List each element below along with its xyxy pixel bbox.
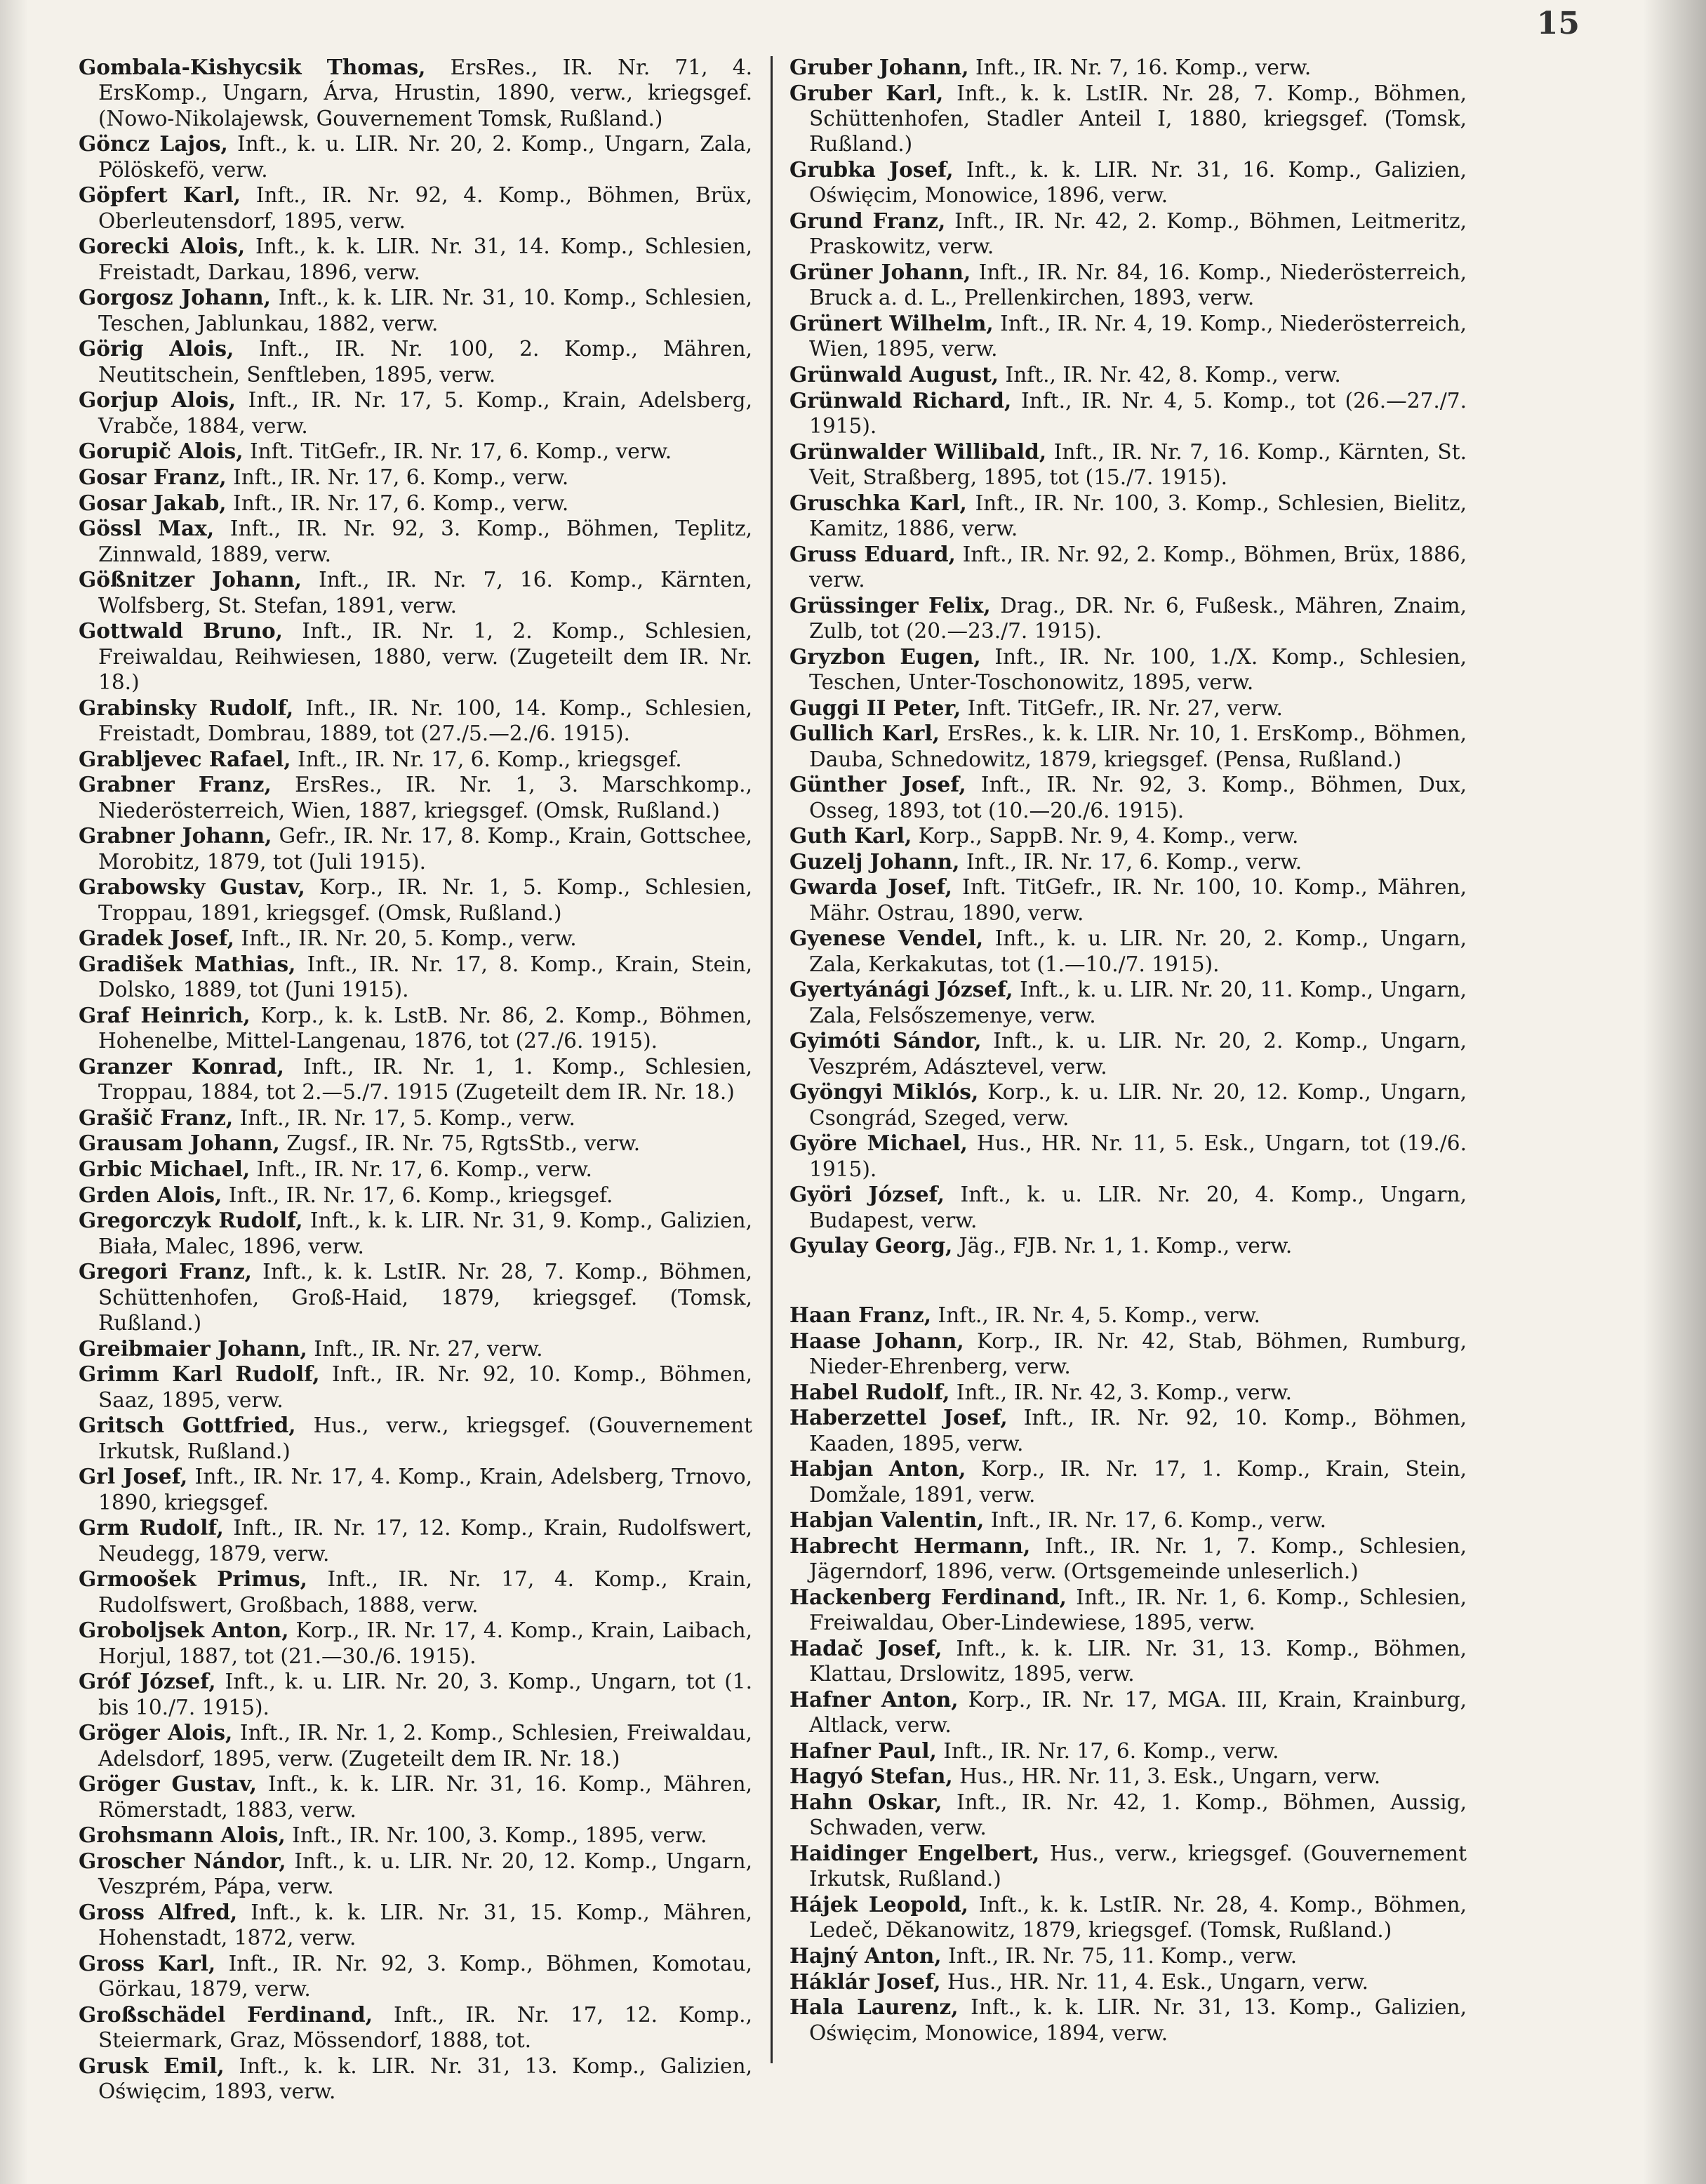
list-entry — [789, 55, 1467, 80]
list-entry — [789, 542, 1467, 593]
entry-details: Inft., IR. Nr. 100, 2. Komp., Mähren, Neutitschein, Senftleben, 1895, verw. — [98, 337, 752, 387]
entry-details: Inft., IR. Nr. 4, 19. Komp., Niederösterreich, Wien, 1895, verw. — [809, 312, 1467, 361]
entry-name: Gyertyánági József, — [789, 977, 1013, 1002]
entry-details: Inft., k. u. LIR. Nr. 20, 3. Komp., Ungarn, tot (1. bis 10./7. 1915). — [98, 1670, 752, 1719]
entry-details: Inft., IR. Nr. 92, 3. Komp., Böhmen, Dux, Osseg, 1893, tot (10.—20./6. 1915). — [809, 773, 1467, 823]
entry-name: Grünwald August, — [789, 362, 999, 387]
entry-details: Inft., IR. Nr. 17, 6. Komp., verw. — [250, 1157, 592, 1181]
list-entry — [789, 1131, 1467, 1182]
list-entry — [79, 1183, 752, 1208]
entry-name: Hadač Josef, — [789, 1635, 942, 1660]
list-entry — [789, 1687, 1467, 1738]
entry-details: Inft., IR. Nr. 7, 16. Komp., verw. — [968, 55, 1312, 79]
entry-details: Inft., k. k. LIR. Nr. 31, 9. Komp., Galizien, Biała, Malec, 1896, verw. — [98, 1208, 752, 1258]
entry-name: Görig Alois, — [79, 336, 234, 361]
entry-name: Granzer Konrad, — [79, 1053, 284, 1079]
list-entry — [789, 1329, 1467, 1380]
list-entry — [789, 491, 1467, 542]
entry-details: Inft., k. k. LIR. Nr. 31, 14. Komp., Schlesien, Freistadt, Darkau, 1896, verw. — [98, 234, 753, 284]
entry-details: Inft., IR. Nr. 92, 3. Komp., Böhmen, Teplitz, Zinnwald, 1889, verw. — [98, 517, 752, 566]
list-entry — [789, 1456, 1467, 1507]
list-entry — [789, 874, 1467, 926]
list-entry — [79, 1208, 752, 1259]
list-entry — [79, 55, 752, 131]
entry-name: Gregori Franz, — [79, 1259, 252, 1284]
entry-details: Inft., k. k. LIR. Nr. 31, 10. Komp., Schlesien, Teschen, Jablunkau, 1882, verw. — [98, 286, 753, 335]
entry-details: Inft., IR. Nr. 1, 6. Komp., Schlesien, Freiwaldau, Ober-Lindewiese, 1895, verw. — [809, 1585, 1467, 1635]
entry-name: Habel Rudolf, — [789, 1379, 950, 1404]
list-entry — [79, 695, 752, 747]
entry-name: Groboljsek Anton, — [79, 1618, 289, 1643]
entry-name: Greibmaier Johann, — [79, 1336, 307, 1361]
list-entry — [79, 1951, 752, 2002]
entry-name: Grubka Josef, — [789, 157, 954, 182]
entry-name: Haan Franz, — [789, 1302, 932, 1327]
entry-name: Gössl Max, — [79, 516, 215, 541]
entry-details: Inft., IR. Nr. 75, 11. Komp., verw. — [941, 1943, 1298, 1968]
entry-details: Hus., HR. Nr. 11, 3. Esk., Ungarn, verw. — [952, 1764, 1381, 1789]
entry-name: Gyulay Georg, — [789, 1233, 953, 1258]
list-entry — [79, 1054, 752, 1105]
entry-details: Korp., k. k. LstB. Nr. 86, 2. Komp., Böhmen, Hohenelbe, Mittel-Langenau, 1876, tot (27./6. 1915). — [98, 1003, 752, 1053]
list-entry — [789, 593, 1467, 644]
list-entry — [789, 439, 1467, 491]
list-entry — [79, 1849, 752, 1900]
entry-details: Inft., k. u. LIR. Nr. 20, 2. Komp., Ungarn, Zala, Kerkakutas, tot (1.—10./7. 1915). — [809, 926, 1467, 976]
entry-details: Korp., IR. Nr. 1, 5. Komp., Schlesien, Troppau, 1891, kriegsgef. (Omsk, Rußland.) — [98, 875, 752, 925]
list-entry — [789, 388, 1467, 439]
entry-details: Hus., HR. Nr. 11, 4. Esk., Ungarn, verw. — [940, 1969, 1369, 1994]
list-entry — [789, 362, 1467, 387]
right-column-g-section — [789, 55, 1467, 1259]
entry-details: Korp., IR. Nr. 17, MGA. III, Krain, Krainburg, Altlack, verw. — [809, 1687, 1467, 1738]
entry-name: Grusk Emil, — [79, 2053, 225, 2078]
entry-name: Hagyó Stefan, — [789, 1764, 953, 1789]
page-shadow-left — [0, 0, 28, 2184]
entry-name: Haidinger Engelbert, — [789, 1840, 1040, 1865]
entry-name: Grabljevec Rafael, — [79, 746, 291, 771]
entry-name: Hala Laurenz, — [789, 1995, 959, 2020]
entry-name: Gruber Karl, — [789, 80, 944, 105]
entry-details: Inft. TitGefr., IR. Nr. 27, verw. — [961, 695, 1283, 720]
list-entry — [79, 567, 752, 618]
column-divider — [771, 56, 773, 2063]
entry-details: Inft., k. k. LIR. Nr. 31, 13. Komp., Böhmen, Klattau, Drslowitz, 1895, verw. — [809, 1636, 1467, 1686]
entry-name: Gröger Alois, — [79, 1720, 233, 1745]
list-entry — [789, 1028, 1467, 1079]
entry-details: Inft., IR. Nr. 7, 16. Komp., Kärnten, Wolfsberg, St. Stefan, 1891, verw. — [98, 568, 752, 618]
entry-details: Inft., k. k. LstIR. Nr. 28, 7. Komp., Böhmen, Schüttenhofen, Groß-Haid, 1879, kriegsgef. (Tomsk, Rußland.) — [98, 1260, 752, 1335]
entry-details: Inft., IR. Nr. 17, 5. Komp., verw. — [233, 1105, 575, 1130]
entry-name: Habjan Anton, — [789, 1456, 966, 1481]
list-entry — [79, 131, 752, 182]
list-entry — [789, 1380, 1467, 1405]
list-entry — [79, 1003, 752, 1054]
left-column — [79, 55, 752, 2105]
list-entry — [789, 926, 1467, 977]
entry-details: Inft., IR. Nr. 1, 2. Komp., Schlesien, Freiwaldau, Adelsdorf, 1895, verw. (Zugeteilt dem IR. Nr. 18.) — [98, 1721, 752, 1771]
entry-name: Gróf József, — [79, 1669, 216, 1694]
entry-details: Inft., k. k. LstIR. Nr. 28, 7. Komp., Böhmen, Schüttenhofen, Stadler Anteil I, 1880, kriegsgef. (Tomsk, Rußland.) — [809, 81, 1467, 157]
list-entry — [789, 721, 1467, 772]
entry-name: Grbic Michael, — [79, 1156, 251, 1181]
list-entry — [789, 1969, 1467, 1995]
entry-name: Hahn Oskar, — [789, 1789, 942, 1814]
entry-details: Inft., k. u. LIR. Nr. 20, 2. Komp., Ungarn, Zala, Pölöskefö, verw. — [98, 132, 752, 182]
entry-details: Inft., IR. Nr. 92, 10. Komp., Böhmen, Saaz, 1895, verw. — [98, 1362, 752, 1412]
entry-name: Gorgosz Johann, — [79, 285, 271, 310]
entry-details: Inft., IR. Nr. 100, 3. Komp., Schlesien, Bielitz, Kamitz, 1886, verw. — [809, 491, 1467, 540]
entry-name: Gorjup Alois, — [79, 387, 236, 413]
entry-details: Inft., IR. Nr. 17, 12. Komp., Steiermark, Graz, Mössendorf, 1888, tot. — [98, 2002, 752, 2053]
entry-details: Inft., IR. Nr. 42, 3. Komp., verw. — [949, 1380, 1293, 1404]
entry-details: Korp., IR. Nr. 17, 1. Komp., Krain, Stein, Domžale, 1891, verw. — [809, 1457, 1467, 1507]
entry-details: Inft., IR. Nr. 92, 3. Komp., Böhmen, Komotau, Görkau, 1879, verw. — [98, 1951, 752, 2002]
entry-details: Inft., IR. Nr. 42, 2. Komp., Böhmen, Leitmeritz, Praskowitz, verw. — [809, 209, 1467, 259]
entry-details: Inft., IR. Nr. 84, 16. Komp., Niederösterreich, Bruck a. d. L., Prellenkirchen, 1893, verw. — [809, 260, 1467, 310]
list-entry — [79, 491, 752, 516]
entry-name: Gradek Josef, — [79, 926, 234, 951]
entry-name: Hafner Paul, — [789, 1738, 937, 1763]
entry-name: Gyimóti Sándor, — [789, 1028, 982, 1053]
list-entry — [789, 1790, 1467, 1841]
entry-name: Gombala-Kishycsik Thomas, — [79, 55, 426, 79]
entry-details: Inft., IR. Nr. 17, 8. Komp., Krain, Stein, Dolsko, 1889, tot (Juni 1915). — [98, 952, 752, 1002]
list-entry — [789, 1764, 1467, 1789]
entry-name: Guth Karl, — [789, 823, 912, 848]
list-entry — [79, 1131, 752, 1156]
entry-name: Göncz Lajos, — [79, 131, 228, 157]
entry-details: Inft., k. k. LIR. Nr. 31, 13. Komp., Galizien, Oświęcim, Monowice, 1894, verw. — [809, 1995, 1467, 2045]
list-entry — [789, 1533, 1467, 1585]
entry-name: Grausam Johann, — [79, 1131, 280, 1156]
entry-details: Inft., IR. Nr. 17, 6. Komp., verw. — [984, 1508, 1326, 1533]
entry-details: Inft., IR. Nr. 100, 1./X. Komp., Schlesien, Teschen, Unter-Toschonowitz, 1895, verw. — [809, 644, 1467, 694]
entry-name: Grünert Wilhelm, — [789, 311, 994, 335]
list-entry — [79, 2002, 752, 2053]
entry-details: Inft., IR. Nr. 4, 5. Komp., verw. — [931, 1303, 1260, 1327]
entry-name: Gottwald Bruno, — [79, 618, 283, 644]
entry-details: Inft., IR. Nr. 17, 6. Komp., kriegsgef. — [222, 1183, 613, 1207]
entry-details: Inft., k. u. LIR. Nr. 20, 2. Komp., Ungarn, Veszprém, Adásztevel, verw. — [809, 1029, 1467, 1079]
entry-name: Gruschka Karl, — [789, 490, 967, 515]
list-entry — [789, 208, 1467, 260]
entry-name: Grabner Johann, — [79, 823, 272, 848]
entry-name: Gorupič Alois, — [79, 439, 244, 464]
list-entry — [789, 157, 1467, 208]
entry-details: Inft., k. k. LIR. Nr. 31, 16. Komp., Mähren, Römerstadt, 1883, verw. — [98, 1772, 752, 1822]
entry-name: Grm Rudolf, — [79, 1515, 224, 1540]
list-entry — [79, 182, 752, 234]
entry-details: Inft., IR. Nr. 17, 5. Komp., Krain, Adelsberg, Vrabče, 1884, verw. — [98, 388, 752, 438]
entry-details: Korp., IR. Nr. 17, 4. Komp., Krain, Laibach, Horjul, 1887, tot (21.—30./6. 1915). — [98, 1618, 752, 1668]
entry-name: Györe Michael, — [789, 1131, 968, 1156]
list-entry — [79, 618, 752, 695]
entry-details: Hus., verw., kriegsgef. (Gouvernement Irkutsk, Rußland.) — [98, 1413, 752, 1463]
entry-details: Inft., IR. Nr. 17, 6. Komp., kriegsgef. — [291, 747, 682, 771]
list-entry — [79, 823, 752, 874]
list-entry — [789, 695, 1467, 721]
list-entry — [79, 1566, 752, 1618]
entry-name: Habrecht Hermann, — [789, 1533, 1031, 1558]
entry-name: Gwarda Josef, — [789, 874, 952, 900]
entry-name: Hackenberg Ferdinand, — [789, 1584, 1067, 1609]
entry-details: Inft., IR. Nr. 100, 3. Komp., 1895, verw. — [285, 1823, 707, 1848]
entry-details: Inft., IR. Nr. 17, 4. Komp., Krain, Rudolfswert, Großbach, 1888, verw. — [98, 1567, 752, 1617]
entry-name: Gross Alfred, — [79, 1899, 238, 1924]
list-entry — [789, 1507, 1467, 1533]
entry-details: Inft., IR. Nr. 27, verw. — [307, 1336, 543, 1361]
entry-details: Inft., IR. Nr. 1, 7. Komp., Schlesien, Jägerndorf, 1896, verw. (Ortsgemeinde unleserlich.) — [809, 1533, 1467, 1584]
entry-name: Grden Alois, — [79, 1182, 222, 1207]
entry-details: Drag., DR. Nr. 6, Fußesk., Mähren, Znaim, Zulb, tot (20.—23./7. 1915). — [809, 593, 1467, 643]
list-entry — [789, 849, 1467, 874]
list-entry — [79, 1259, 752, 1336]
entry-name: Hafner Anton, — [789, 1686, 959, 1712]
entry-details: Inft. TitGefr., IR. Nr. 100, 10. Komp., Mähren, Mähr. Ostrau, 1890, verw. — [809, 875, 1467, 925]
list-entry — [79, 772, 752, 823]
list-entry — [789, 1182, 1467, 1233]
list-entry — [79, 1823, 752, 1848]
entry-name: Gradišek Mathias, — [79, 951, 296, 976]
entry-details: Inft., IR. Nr. 7, 16. Komp., Kärnten, St. Veit, Straßberg, 1895, tot (15./7. 1915). — [809, 439, 1467, 489]
list-entry — [789, 644, 1467, 695]
entry-name: Groscher Nándor, — [79, 1848, 286, 1873]
list-entry — [79, 1336, 752, 1361]
entry-details: Inft., IR. Nr. 42, 8. Komp., verw. — [999, 363, 1341, 387]
entry-name: Gosar Jakab, — [79, 490, 227, 515]
list-entry — [79, 387, 752, 439]
entry-details: Inft., IR. Nr. 17, 4. Komp., Krain, Adelsberg, Trnovo, 1890, kriegsgef. — [98, 1465, 752, 1514]
entry-details: Inft., IR. Nr. 20, 5. Komp., verw. — [234, 926, 577, 951]
section-gap — [789, 1259, 1467, 1303]
entry-name: Guggi II Peter, — [789, 695, 961, 720]
list-entry — [79, 926, 752, 951]
list-entry — [789, 1995, 1467, 2046]
entry-details: Inft., IR. Nr. 4, 5. Komp., tot (26.—27./7. 1915). — [809, 388, 1467, 438]
entry-details: Korp., IR. Nr. 42, Stab, Böhmen, Rumburg, Nieder-Ehrenberg, verw. — [809, 1329, 1467, 1378]
list-entry — [789, 1405, 1467, 1456]
entry-details: ErsRes., IR. Nr. 1, 3. Marschkomp., Niederösterreich, Wien, 1887, kriegsgef. (Omsk, Rußland.) — [98, 773, 752, 823]
list-entry — [79, 874, 752, 926]
entry-details: Korp., SappB. Nr. 9, 4. Komp., verw. — [912, 824, 1299, 848]
entry-name: Háklár Josef, — [789, 1969, 941, 1994]
entry-name: Grabinsky Rudolf, — [79, 695, 294, 720]
entry-name: Grl Josef, — [79, 1464, 188, 1489]
list-entry — [789, 1303, 1467, 1328]
entry-details: Inft., k. u. LIR. Nr. 20, 11. Komp., Ungarn, Zala, Felsőszemenye, verw. — [809, 978, 1467, 1027]
entry-name: Gößnitzer Johann, — [79, 567, 302, 592]
entry-name: Grimm Karl Rudolf, — [79, 1361, 320, 1387]
entry-details: Jäg., FJB. Nr. 1, 1. Komp., verw. — [952, 1234, 1293, 1258]
list-entry — [79, 336, 752, 387]
list-entry — [789, 772, 1467, 823]
list-entry — [79, 285, 752, 336]
entry-name: Gross Karl, — [79, 1950, 216, 1976]
list-entry — [789, 1585, 1467, 1636]
entry-name: Gyöngyi Miklós, — [789, 1079, 979, 1105]
entry-details: Zugsf., IR. Nr. 75, RgtsStb., verw. — [279, 1131, 641, 1156]
entry-name: Grohsmann Alois, — [79, 1823, 286, 1848]
list-entry — [789, 1841, 1467, 1892]
list-entry — [79, 747, 752, 772]
page-number: 15 — [1536, 6, 1580, 41]
entry-details: Hus., HR. Nr. 11, 5. Esk., Ungarn, tot (19./6. 1915). — [809, 1131, 1467, 1181]
list-entry — [789, 1943, 1467, 1969]
entry-details: Inft., IR. Nr. 17, 6. Komp., verw. — [936, 1738, 1279, 1763]
list-entry — [789, 1233, 1467, 1258]
entry-details: ErsRes., IR. Nr. 71, 4. ErsKomp., Ungarn, Árva, Hrustin, 1890, verw., kriegsgef. (Nowo-Nikolajewsk, Gouvernement Tomsk, Rußland.) — [98, 55, 752, 131]
list-entry — [789, 823, 1467, 848]
entry-details: Inft., k. k. LIR. Nr. 31, 15. Komp., Mähren, Hohenstadt, 1872, verw. — [98, 1900, 752, 1950]
entry-name: Großschädel Ferdinand, — [79, 2002, 373, 2027]
list-entry — [79, 1361, 752, 1413]
entry-name: Gregorczyk Rudolf, — [79, 1208, 303, 1233]
entry-name: Gryzbon Eugen, — [789, 644, 981, 669]
entry-name: Göpfert Karl, — [79, 182, 241, 208]
list-entry — [79, 1900, 752, 1951]
entry-name: Gritsch Gottfried, — [79, 1413, 296, 1438]
entry-name: Grund Franz, — [789, 208, 946, 233]
entry-details: ErsRes., k. k. LIR. Nr. 10, 1. ErsKomp., Böhmen, Dauba, Schnedowitz, 1879, kriegsgef. (Pensa, Rußland.) — [809, 721, 1467, 771]
list-entry — [79, 465, 752, 490]
entry-name: Grmoošek Primus, — [79, 1566, 307, 1592]
entry-name: Gruber Johann, — [789, 55, 969, 79]
entry-details: Inft., IR. Nr. 17, 6. Komp., verw. — [226, 465, 569, 489]
entry-details: Inft., k. k. LIR. Nr. 31, 13. Komp., Galizien, Oświęcim, 1893, verw. — [98, 2053, 752, 2104]
list-entry — [789, 1079, 1467, 1131]
list-entry — [79, 1771, 752, 1823]
entry-details: Inft., IR. Nr. 17, 6. Komp., verw. — [226, 491, 569, 515]
list-entry — [79, 1105, 752, 1131]
entry-name: Haberzettel Josef, — [789, 1405, 1008, 1430]
right-column-h-section — [789, 1303, 1467, 2046]
entry-details: Inft., IR. Nr. 100, 14. Komp., Schlesien, Freistadt, Dombrau, 1889, tot (27./5.—2./6. 1915). — [98, 695, 752, 745]
entry-details: Inft., k. u. LIR. Nr. 20, 12. Komp., Ungarn, Veszprém, Pápa, verw. — [98, 1849, 752, 1899]
list-entry — [789, 1892, 1467, 1943]
entry-name: Günther Josef, — [789, 772, 966, 797]
entry-details: Gefr., IR. Nr. 17, 8. Komp., Krain, Gottschee, Morobitz, 1879, tot (Juli 1915). — [98, 824, 752, 874]
entry-details: Inft. TitGefr., IR. Nr. 17, 6. Komp., verw. — [243, 439, 672, 464]
entry-name: Habjan Valentin, — [789, 1507, 985, 1533]
entry-details: Inft., IR. Nr. 42, 1. Komp., Böhmen, Aussig, Schwaden, verw. — [809, 1790, 1467, 1840]
list-entry — [79, 516, 752, 567]
list-entry — [789, 311, 1467, 362]
entry-details: Korp., k. u. LIR. Nr. 20, 12. Komp., Ungarn, Csongrád, Szeged, verw. — [809, 1080, 1467, 1130]
entry-name: Grüner Johann, — [789, 260, 971, 284]
list-entry — [79, 2053, 752, 2105]
list-entry — [79, 1157, 752, 1182]
entry-details: Hus., verw., kriegsgef. (Gouvernement Irkutsk, Rußland.) — [809, 1841, 1467, 1891]
entry-name: Grabner Franz, — [79, 772, 272, 797]
page-shadow-right — [1643, 0, 1706, 2184]
entry-details: Inft., k. k. LIR. Nr. 31, 16. Komp., Galizien, Oświęcim, Monowice, 1896, verw. — [809, 158, 1467, 208]
list-entry — [789, 977, 1467, 1028]
entry-name: Hajný Anton, — [789, 1943, 942, 1968]
list-entry — [79, 234, 752, 285]
entry-details: Inft., IR. Nr. 1, 2. Komp., Schlesien, Freiwaldau, Reihwiesen, 1880, verw. (Zugeteilt dem IR. Nr. 18.) — [98, 619, 753, 694]
list-entry — [79, 1669, 752, 1720]
entry-name: Grabowsky Gustav, — [79, 874, 305, 900]
entry-name: Gyenese Vendel, — [789, 926, 984, 951]
entry-name: Gorecki Alois, — [79, 234, 246, 259]
list-entry — [79, 1515, 752, 1566]
entry-details: Inft., k. u. LIR. Nr. 20, 4. Komp., Ungarn, Budapest, verw. — [809, 1183, 1467, 1232]
entry-name: Grünwald Richard, — [789, 387, 1012, 413]
list-entry — [79, 1413, 752, 1464]
list-entry — [79, 439, 752, 464]
entry-details: Inft., IR. Nr. 92, 4. Komp., Böhmen, Brüx, Oberleutensdorf, 1895, verw. — [98, 183, 752, 233]
list-entry — [79, 952, 752, 1003]
entry-name: Guzelj Johann, — [789, 848, 960, 874]
entry-name: Grüssinger Felix, — [789, 592, 991, 618]
entry-details: Inft., IR. Nr. 17, 6. Komp., verw. — [959, 849, 1302, 874]
entry-name: Grašič Franz, — [79, 1105, 234, 1130]
list-entry — [79, 1464, 752, 1515]
entry-details: Inft., IR. Nr. 92, 10. Komp., Böhmen, Kaaden, 1895, verw. — [809, 1406, 1467, 1456]
list-entry — [789, 1636, 1467, 1687]
entry-details: Inft., IR. Nr. 92, 2. Komp., Böhmen, Brüx, 1886, verw. — [809, 542, 1467, 592]
entry-name: Hájek Leopold, — [789, 1891, 968, 1917]
entry-details: Inft., IR. Nr. 17, 12. Komp., Krain, Rudolfswert, Neudegg, 1879, verw. — [98, 1516, 752, 1566]
entry-name: Gröger Gustav, — [79, 1771, 257, 1797]
entry-name: Haase Johann, — [789, 1328, 964, 1353]
list-entry — [79, 1618, 752, 1669]
entry-name: Györi József, — [789, 1182, 945, 1207]
entry-name: Grünwalder Willibald, — [789, 439, 1047, 464]
entry-name: Graf Heinrich, — [79, 1002, 251, 1027]
entry-details: Inft., IR. Nr. 1, 1. Komp., Schlesien, Troppau, 1884, tot 2.—5./7. 1915 (Zugeteilt dem IR. Nr. 18.) — [98, 1054, 752, 1105]
entry-name: Gruss Eduard, — [789, 541, 956, 566]
entry-name: Gosar Franz, — [79, 465, 227, 489]
entry-name: Gullich Karl, — [789, 721, 940, 746]
list-entry — [79, 1720, 752, 1771]
entry-details: Inft., k. k. LstIR. Nr. 28, 4. Komp., Böhmen, Ledeč, Dĕkanowitz, 1879, kriegsgef. (Tomsk, Rußland.) — [809, 1892, 1467, 1943]
list-entry — [789, 260, 1467, 311]
right-column — [789, 55, 1467, 2046]
list-entry — [789, 81, 1467, 157]
list-entry — [789, 1738, 1467, 1764]
